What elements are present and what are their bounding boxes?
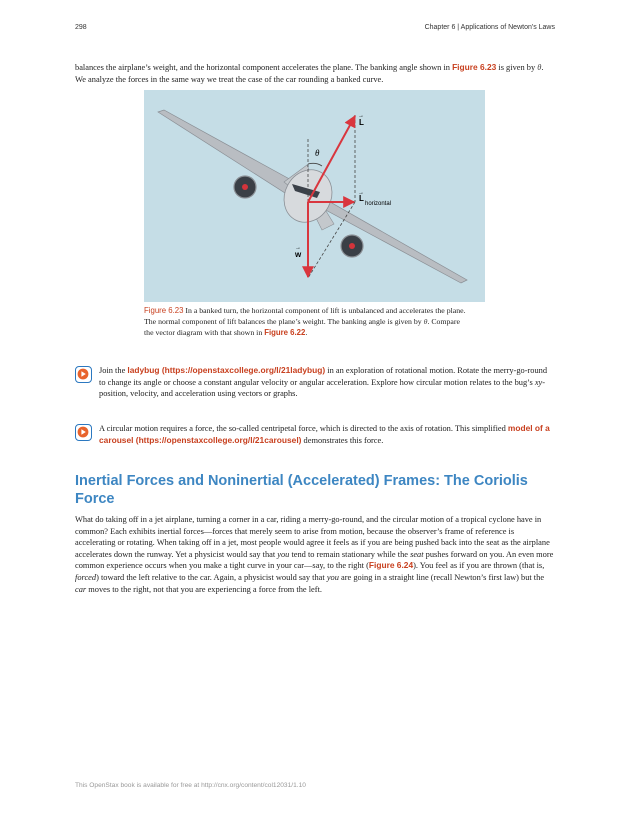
section-heading: Inertial Forces and Noninertial (Accelerated) Frames: The Coriolis Force [75,473,528,507]
theta-symbol: θ [423,317,428,327]
weight-arrow-over: → [295,245,301,251]
intro-text: . We analyze the forces in the same way we treat the case of the car rounding a banked curve. [75,63,544,84]
caption-label: Figure 6.23 [144,306,184,315]
airplane-illustration [158,110,467,283]
left-wing [158,110,304,200]
theta-angle-arc [308,163,322,166]
body-emphasis: car [75,584,87,594]
body-text: moves to the right, not that you are experiencing a force from the left. [86,584,322,594]
right-wing [316,194,467,283]
callout-text-part: demonstrates this force. [301,435,384,445]
interactive-play-icon [75,366,92,383]
callout-text-part: in an exploration of rotational motion. Rotate the merry-go-round to change its angle or choose a constant angular velocity or angular acceleration. Explore how circular motion relates to the bug’s [99,366,548,387]
horizontal-lift-arrow-over: → [358,190,364,196]
theta-label: θ [315,148,320,158]
weight-label: w [295,250,302,259]
body-paragraph [75,514,555,595]
callout-emphasis: xy [534,377,543,387]
callout-text-part: Join the [99,366,128,375]
lift-arrow-over: → [358,113,364,119]
right-engine-core [349,243,355,249]
caption-text: . Compare the vector diagram with that shown in [144,317,460,338]
figure-caption [144,305,466,339]
horizontal-lift-label: L [359,194,364,203]
banked-turn-figure [144,90,485,302]
theta-symbol: θ [537,63,542,72]
body-text: are going in a straight line (recall Newton’s first law) but the [338,572,545,582]
caption-text: In a banked turn, the horizontal component of lift is unbalanced and accelerates the plane. The normal component of lift balances the plane’s weight. The banking angle is given by [144,306,466,327]
body-text: What do taking off in a jet airplane, turning a corner in a car, riding a merry-go-round, and the circular motion of a tropical cyclone have in common? Each exhibits inertial forces—forces that merely seem to arise from motion, because the observer’s frame of reference is accelerating or rotating. When taking off in a jet, most people would agree it feels as if you are being pushed back into the seat as the airplane accelerates down the runway. Yet a physicist would say that [75,515,550,559]
intro-text: balances the airplane’s weight, and the horizontal component accelerates the plane. The banking angle shown in [75,63,453,72]
ladybug-link[interactable]: ladybug (https://openstaxcollege.org/l/21ladybug) [127,365,326,375]
chapter-header: Chapter 6 | Applications of Newton's Laws [424,24,555,31]
intro-paragraph [75,62,555,85]
figure-6-22-link[interactable]: Figure 6.22 [264,328,306,338]
left-engine-core [242,184,248,190]
figure-6-23-link[interactable]: Figure 6.23 [452,62,497,72]
body-text: pushes forward on you. An even more common experience occurs when you make a tight curve in your car—say, to the right ( [75,549,554,571]
interactive-play-icon [75,424,92,441]
carousel-link[interactable]: model of a carousel (https://openstaxcollege.org/l/21carousel) [99,423,550,445]
caption-text: . [305,328,308,338]
callout-text-part: A circular motion requires a force, the so-called centripetal force, which is directed to the axis of rotation. This simplified [99,424,508,433]
body-text: tend to remain stationary while the [289,549,411,559]
callout-text [99,365,555,400]
body-text: ). You feel as if you are thrown (that is, [413,561,545,571]
horizontal-subscript: horizontal [365,201,392,207]
page-number: 298 [75,24,87,31]
body-emphasis: you [326,572,339,582]
body-emphasis: seat [410,549,424,559]
body-emphasis: you [277,549,290,559]
body-emphasis: forced [75,572,97,582]
callout-text-part: -position, velocity, and acceleration using vectors or graphs. [99,377,546,399]
page-footer: This OpenStax book is available for free at http://cnx.org/content/col12031/1.10 [75,782,306,789]
figure-6-24-link[interactable]: Figure 6.24 [368,560,414,571]
callout-text [99,423,555,446]
body-text: ) toward the left relative to the car. Again, a physicist would say that [96,572,327,582]
intro-text: is given by [496,63,538,72]
lift-label: L [359,118,364,127]
airplane-diagram [144,90,485,302]
